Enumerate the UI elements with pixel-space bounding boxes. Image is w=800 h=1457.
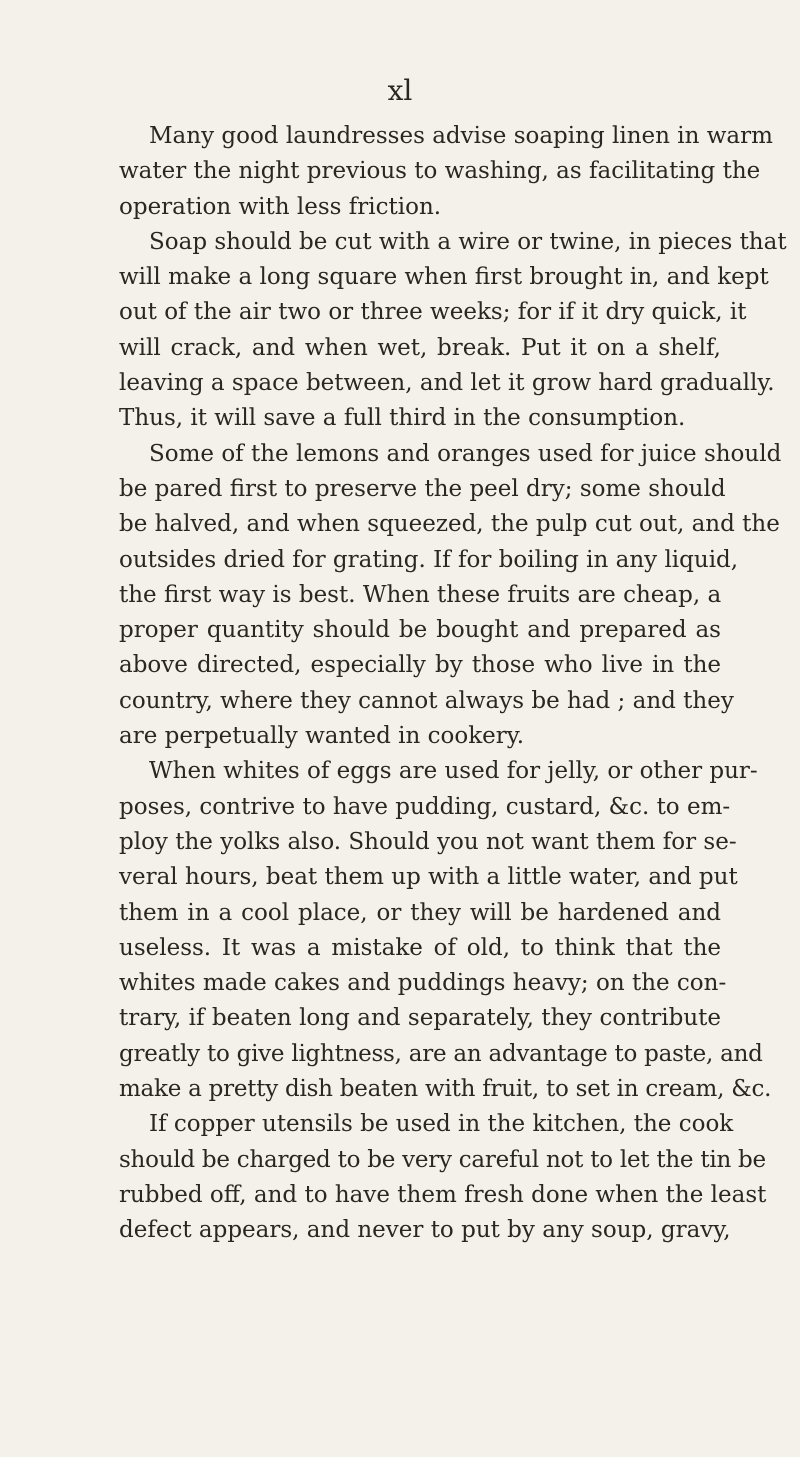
text-line: should be charged to be very careful not to let the tin be	[119, 1146, 766, 1173]
text-line: country, where they cannot always be had ; and they	[119, 687, 734, 714]
page-number: xl	[387, 74, 413, 107]
text-line: veral hours, beat them up with a little water, and put	[119, 864, 738, 891]
text-line: are perpetually wanted in cookery.	[119, 723, 525, 750]
text-line: Many good laundresses advise soaping linen in warm	[149, 123, 773, 149]
text-line: them in a cool place, or they will be hardened and	[119, 899, 721, 926]
text-line: outsides dried for grating. If for boiling in any liquid,	[119, 546, 739, 573]
text-line: greatly to give lightness, are an advantage to paste, and	[119, 1040, 763, 1067]
text-line: trary, if beaten long and separately, they contribute	[119, 1005, 721, 1032]
text-line: rubbed off, and to have them fresh done when the least	[119, 1181, 767, 1208]
text-line: proper quantity should be bought and prepared as	[119, 617, 721, 644]
text-line: defect appears, and never to put by any soup, gravy,	[119, 1217, 731, 1244]
text-line: be halved, and when squeezed, the pulp cut out, and the	[119, 511, 780, 538]
body-text	[119, 119, 787, 1249]
text-line: Soap should be cut with a wire or twine, in pieces that	[149, 228, 787, 255]
text-line: whites made cakes and puddings heavy; on the con-	[119, 970, 727, 997]
text-line: leaving a space between, and let it grow hard gradually.	[119, 370, 775, 397]
text-line: water the night previous to washing, as facilitating the	[119, 158, 761, 185]
text-line: operation with less friction.	[119, 193, 442, 220]
text-line: If copper utensils be used in the kitchen, the cook	[149, 1111, 734, 1138]
text-line: make a pretty dish beaten with fruit, to set in cream, &c.	[119, 1076, 772, 1103]
text-line: will crack, and when wet, break. Put it on a shelf,	[119, 334, 721, 361]
text-line: poses, contrive to have pudding, custard, &c. to em-	[119, 793, 731, 820]
text-line: Thus, it will save a full third in the consumption.	[119, 405, 686, 432]
text-line: ploy the yolks also. Should you not want them for se-	[119, 828, 737, 855]
text-line: Some of the lemons and oranges used for juice should	[149, 440, 782, 467]
text-line: the first way is best. When these fruits are cheap, a	[119, 581, 722, 608]
text-line: out of the air two or three weeks; for if it dry quick, it	[119, 299, 747, 326]
text-line: above directed, especially by those who live in the	[119, 652, 721, 679]
text-line: When whites of eggs are used for jelly, or other pur-	[149, 758, 758, 785]
text-line: useless. It was a mistake of old, to think that the	[119, 934, 721, 961]
text-line: will make a long square when first brought in, and kept	[119, 264, 769, 291]
text-line: be pared first to preserve the peel dry; some should	[119, 475, 726, 502]
